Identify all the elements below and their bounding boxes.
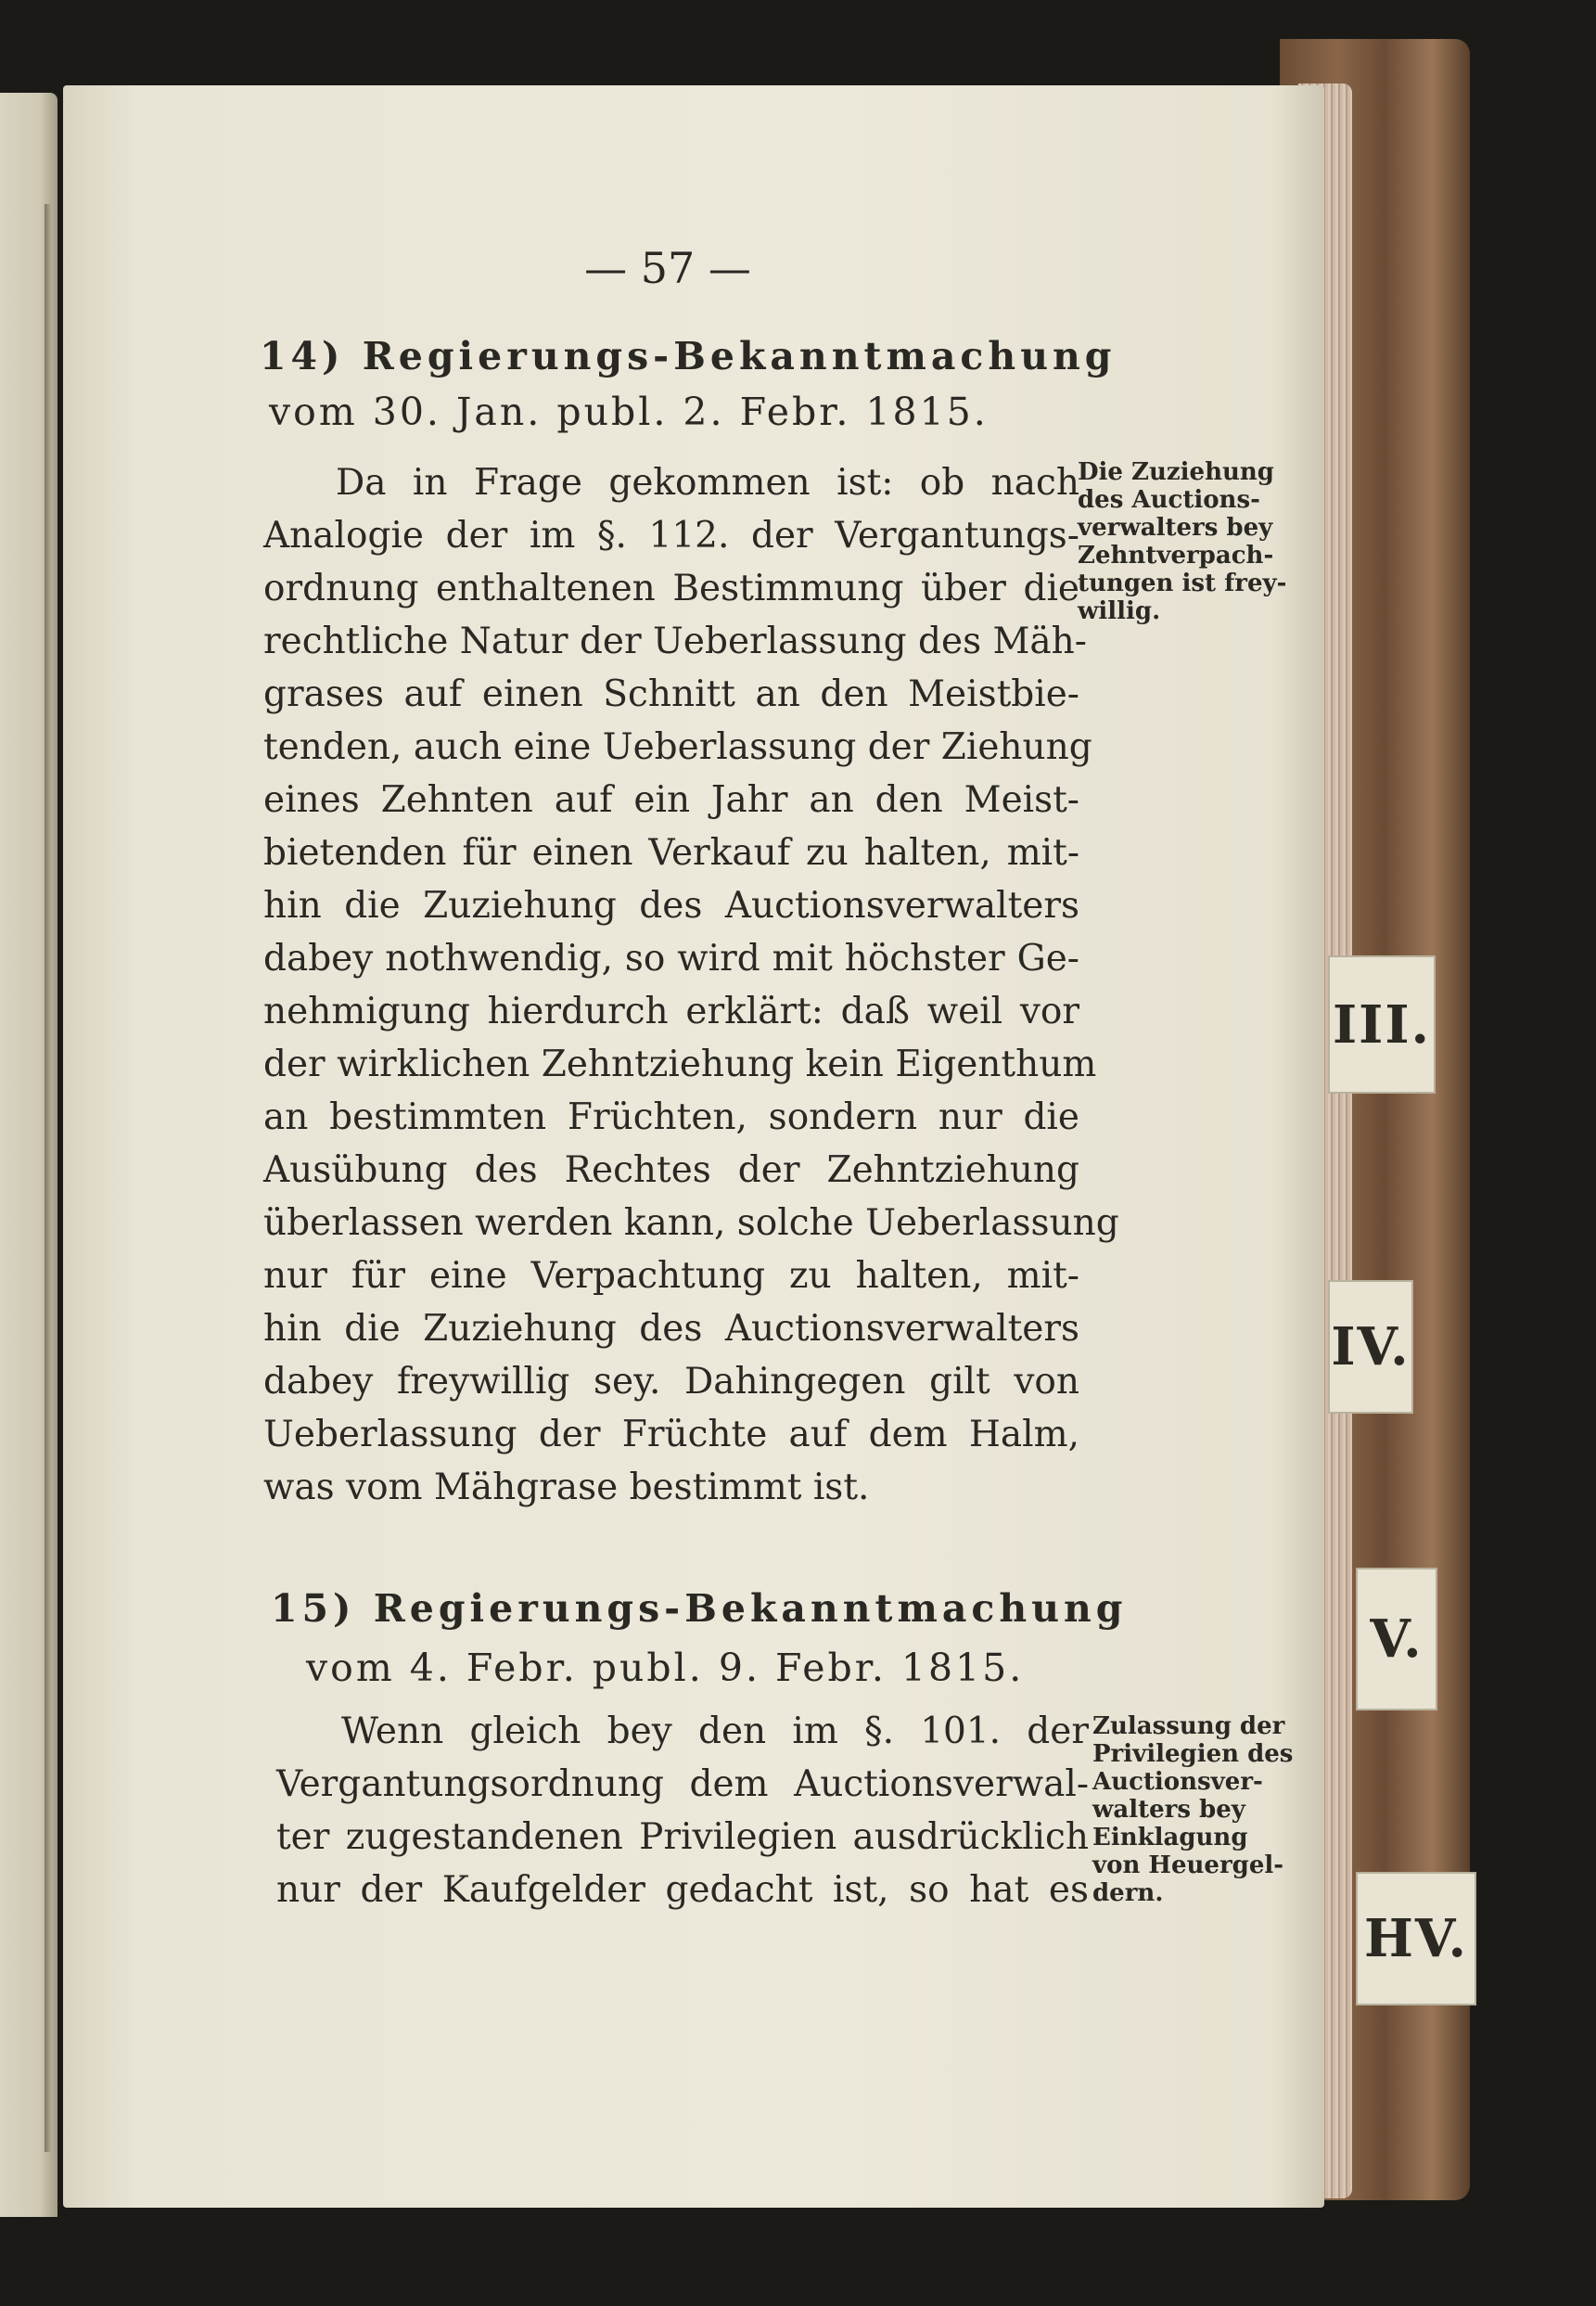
text-line: Analogie der im §. 112. der Vergantungs- — [263, 515, 1079, 557]
left-page-edge — [0, 93, 57, 2217]
text-line: Wenn gleich bey den im §. 101. der — [341, 1710, 1089, 1752]
tab-III[interactable]: III. — [1328, 955, 1436, 1094]
text-line: an bestimmten Früchten, sondern nur die — [263, 1096, 1079, 1138]
text-line: nur der Kaufgelder gedacht ist, so hat es — [276, 1869, 1089, 1911]
margin-note-line: tungen ist frey- — [1078, 570, 1287, 597]
text-line: Ausübung des Rechtes der Zehntziehung — [263, 1149, 1079, 1191]
margin-note-line: Einklagung — [1092, 1824, 1248, 1851]
text-line: hin die Zuziehung des Auctionsverwalters — [263, 1308, 1079, 1350]
text-line: nehmigung hierdurch erklärt: daß weil vor — [263, 991, 1079, 1032]
text-line: bietenden für einen Verkauf zu halten, mit- — [263, 832, 1079, 874]
text-line: Vergantungsordnung dem Auctionsverwal- — [276, 1763, 1089, 1805]
margin-note-line: walters bey — [1092, 1796, 1245, 1824]
text-line: Ueberlassung der Früchte auf dem Halm, — [263, 1414, 1079, 1455]
section-14-margin-note — [1078, 458, 1291, 625]
section-14-body — [263, 456, 1119, 1514]
text-line: rechtliche Natur der Ueberlassung des Mäh- — [263, 621, 1087, 662]
section-15-date: vom 4. Febr. publ. 9. Febr. 1815. — [306, 1646, 1025, 1690]
text-line: eines Zehnten auf ein Jahr an den Meist- — [263, 779, 1079, 821]
margin-note-line: von Heuergel- — [1092, 1851, 1284, 1879]
section-15-body — [276, 1705, 1089, 1916]
margin-note-line: willig. — [1078, 597, 1161, 625]
text-line: grases auf einen Schnitt an den Meistbie- — [263, 673, 1079, 715]
text-line: was vom Mähgrase bestimmt ist. — [263, 1467, 870, 1508]
text-line: überlassen werden kann, solche Ueberlassung — [263, 1202, 1119, 1244]
margin-note-line: dern. — [1092, 1879, 1164, 1907]
text-line: ordnung enthaltenen Bestimmung über die — [263, 568, 1079, 609]
text-line: nur für eine Verpachtung zu halten, mit- — [263, 1255, 1079, 1297]
section-15-margin-note — [1092, 1712, 1298, 1907]
section-14-date: vom 30. Jan. publ. 2. Febr. 1815. — [269, 390, 989, 434]
text-line: tenden, auch eine Ueberlassung der Ziehung — [263, 726, 1092, 768]
margin-note-line: des Auctions- — [1078, 486, 1260, 514]
margin-note-line: Die Zuziehung — [1078, 458, 1274, 486]
margin-note-line: Zulassung der — [1092, 1712, 1285, 1740]
margin-note-line: Zehntverpach- — [1078, 542, 1274, 570]
tab-V[interactable]: V. — [1356, 1568, 1437, 1710]
text-line: dabey nothwendig, so wird mit höchster Ge- — [263, 938, 1079, 980]
text-line: hin die Zuziehung des Auctionsverwalters — [263, 885, 1079, 927]
text-line: dabey freywillig sey. Dahingegen gilt von — [263, 1361, 1079, 1403]
section-14-heading: 14) Regierungs-Bekanntmachung — [260, 334, 1117, 378]
tab-HV[interactable]: HV. — [1356, 1872, 1476, 2005]
margin-note-line: verwalters bey — [1078, 514, 1273, 542]
section-15-heading: 15) Regierungs-Bekanntmachung — [271, 1586, 1128, 1631]
text-line: Da in Frage gekommen ist: ob nach — [336, 462, 1079, 504]
margin-note-line: Privilegien des — [1092, 1740, 1294, 1768]
text-line: der wirklichen Zehntziehung kein Eigenthum — [263, 1044, 1097, 1085]
page-number: — 57 — — [584, 243, 751, 293]
text-line: ter zugestandenen Privilegien ausdrücklich — [276, 1816, 1089, 1858]
tab-IV[interactable]: IV. — [1328, 1280, 1413, 1414]
margin-note-line: Auctionsver- — [1092, 1768, 1263, 1796]
